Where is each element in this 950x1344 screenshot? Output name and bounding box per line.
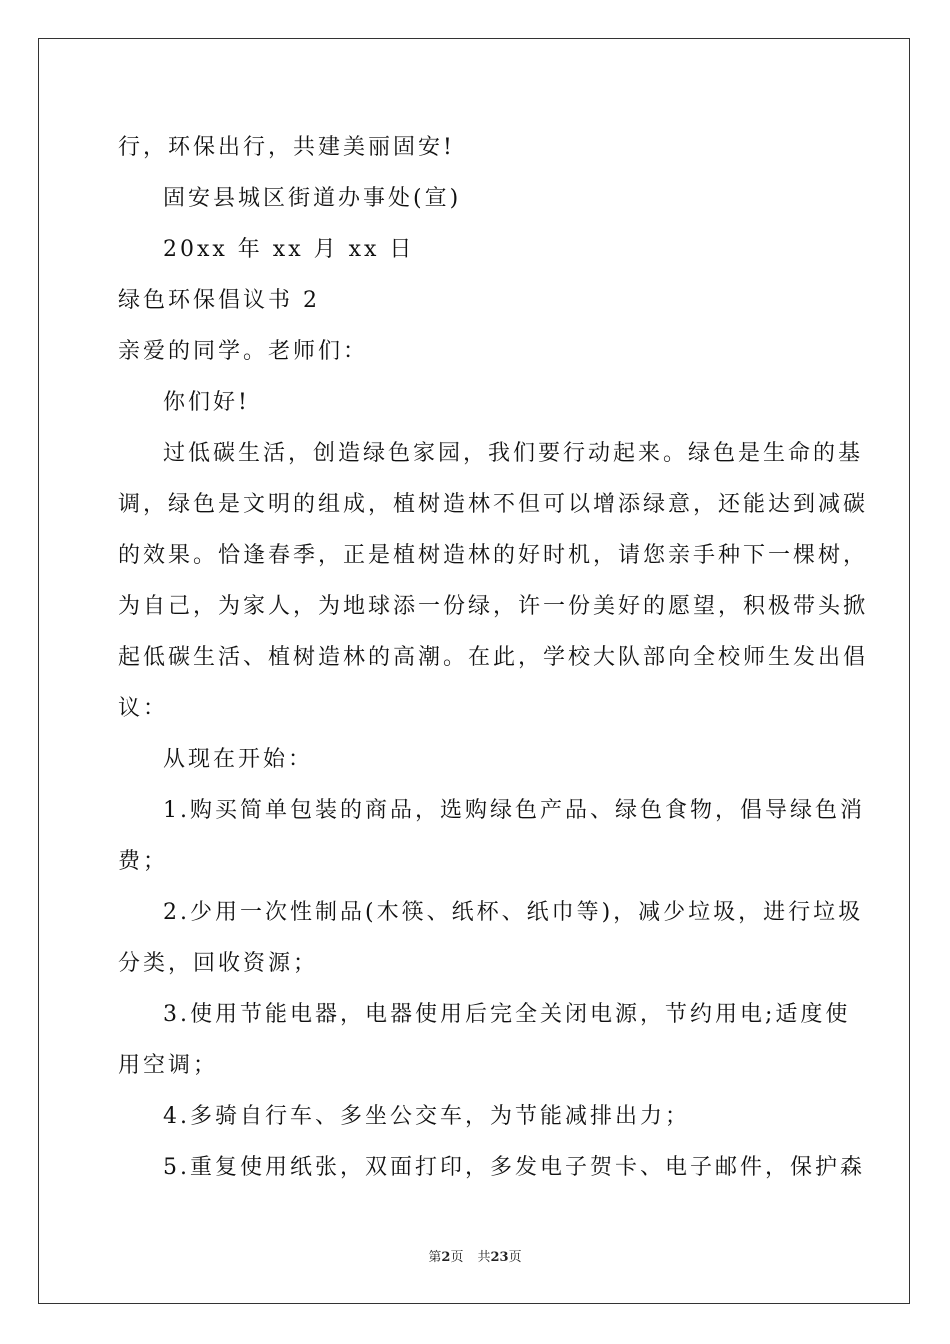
salutation: 亲爱的同学。老师们： bbox=[118, 339, 369, 364]
paragraph-line: 为自己，为家人，为地球添一份绿，许一份美好的愿望，积极带头掀 bbox=[118, 594, 869, 619]
list-item-line: 用空调； bbox=[118, 1053, 219, 1078]
page-footer bbox=[0, 1248, 950, 1268]
list-item-line: 1.购买简单包装的商品，选购绿色产品、绿色食物，倡导绿色消 bbox=[163, 798, 865, 823]
total-prefix: 共 bbox=[477, 1250, 491, 1265]
list-item-line: 4.多骑自行车、多坐公交车，为节能减排出力； bbox=[163, 1104, 690, 1129]
signature-organization: 固安县城区街道办事处(宣) bbox=[163, 186, 462, 211]
greeting: 你们好! bbox=[163, 390, 250, 415]
list-item-line: 费； bbox=[118, 849, 169, 874]
list-item-line: 分类，回收资源； bbox=[118, 951, 319, 976]
list-intro: 从现在开始： bbox=[163, 747, 314, 772]
page-total: 23 bbox=[490, 1250, 509, 1265]
list-item-line: 5.重复使用纸张，双面打印，多发电子贺卡、电子邮件，保护森 bbox=[163, 1155, 865, 1180]
paragraph-line: 过低碳生活，创造绿色家园，我们要行动起来。绿色是生命的基 bbox=[163, 441, 864, 466]
paragraph-line: 调，绿色是文明的组成，植树造林不但可以增添绿意，还能达到减碳 bbox=[118, 492, 869, 517]
paragraph-line: 的效果。恰逢春季，正是植树造林的好时机，请您亲手种下一棵树， bbox=[118, 543, 869, 568]
list-item-line: 3.使用节能电器，电器使用后完全关闭电源，节约用电;适度使 bbox=[163, 1002, 851, 1027]
document-title: 绿色环保倡议书 2 bbox=[118, 288, 320, 313]
paragraph-line: 起低碳生活、植树造林的高潮。在此，学校大队部向全校师生发出倡 bbox=[118, 645, 869, 670]
page-current: 2 bbox=[441, 1250, 451, 1265]
signature-date: 20xx 年 xx 月 xx 日 bbox=[163, 237, 415, 262]
paragraph-line: 议： bbox=[118, 696, 169, 721]
list-item-line: 2.少用一次性制品(木筷、纸杯、纸巾等)，减少垃圾，进行垃圾 bbox=[163, 900, 864, 925]
total-suffix: 页 bbox=[508, 1250, 522, 1265]
text-line: 行，环保出行，共建美丽固安! bbox=[118, 135, 455, 160]
page-prefix: 第 bbox=[428, 1250, 442, 1265]
page-suffix: 页 bbox=[450, 1250, 464, 1265]
